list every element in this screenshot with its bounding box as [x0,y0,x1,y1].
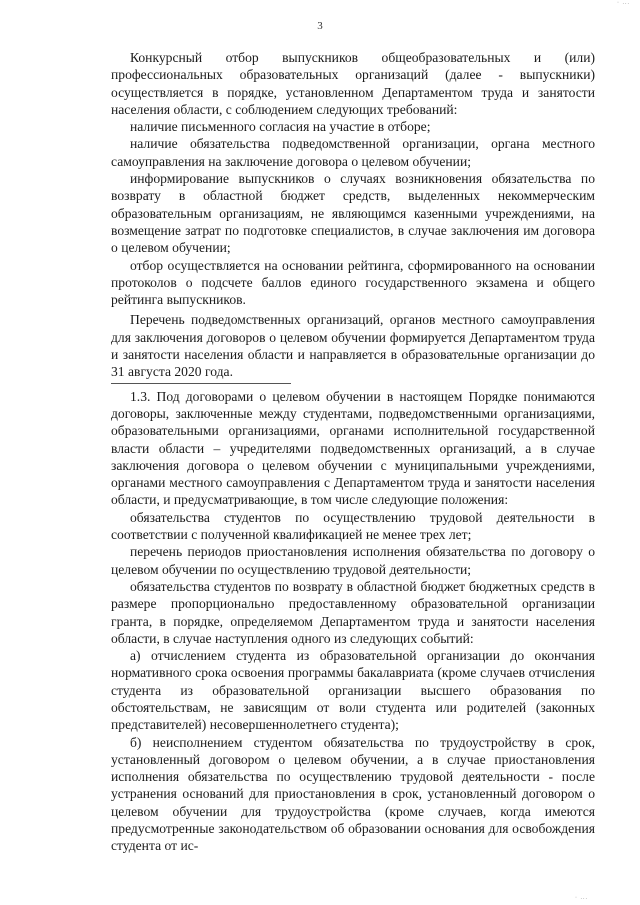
paragraph-selection-procedure: Конкурсный отбор выпускников общеобразовательных и (или) профессиональных образовательных организаций (далее - выпускники) осуществляется в порядке, установленном Департаментом труда и занятости населения области, с соблюдением следующих требований: [111,50,595,117]
corner-mark-top: · ... [617,0,630,6]
paragraph-refund-obligation: обязательства студентов по возврату в областной бюджет бюджетных средств в размере пропорционально предоставленному образовательной организации гранта, в порядке, определяемом Департаментом труда и занятости населения области, в случае наступления одного из следующих событий: [111,578,595,646]
paragraph-organization-list: Перечень подведомственных организаций, органов местного самоуправления для заключения договоров о целевом обучении формируется Департаментом труда и занятости населения области и направляется в образовательные организации до 31 августа 2020 года. [111,312,595,380]
paragraph-item-a-expulsion: а) отчислением студента из образовательной организации до окончания нормативного срока освоения программы бакалавриата (кроме случаев отчисления студента из образовательной организации высшего образования по обстоятельствам, не зависящим от воли студента или родителей (законных представителей) несовершеннолетнего студента); [111,648,595,733]
paragraph-suspension-periods: перечень периодов приостановления исполнения обязательства по договору о целевом обучении по осуществлению трудовой деятельности; [111,544,595,577]
paragraph-target-contracts: 1.3. Под договорами о целевом обучении в настоящем Порядке понимаются договоры, заключенные между студентами, подведомственными организациями, образовательными организациями, органами исполнительной государственной власти области – учредителями подведомственных организаций, а в случае заключения договора о целевом обучении с муниципальными учреждениями, органами местного самоуправления с Департаментом труда и занятости населения области, и предусматривающие, в том числе следующие положения: [111,388,595,508]
document-body [111,49,595,855]
paragraph-organization-obligation: наличие обязательства подведомственной организации, органа местного самоуправления на заключение договора о целевом обучении; [111,136,595,169]
underline-mark [111,383,291,384]
paragraph-item-b-employment: б) неисполнением студентом обязательства по трудоустройству в срок, установленный договором о целевом обучении, а в случае приостановления исполнения обязательства по осуществлению трудовой деятельности - после устранения оснований для приостановления в срок, установленный договором о целевом обучении для трудоустройства (кроме случаев, когда имеются предусмотренные законодательством об образовании основания для освобождения студента от ис- [111,734,595,854]
paragraph-rating-selection: отбор осуществляется на основании рейтинга, сформированного на основании протоколов о подсчете баллов единого государственного экзамена и общего рейтинга выпускников. [111,257,595,308]
paragraph-written-consent: наличие письменного согласия на участие в отборе; [130,119,431,135]
page-number: 3 [317,20,323,32]
paragraph-informing-graduates: информирование выпускников о случаях возникновения обязательства по возврату в областной бюджет средств, выделенных некоммерческим образовательным организациям, не являющимся казенными учреждениями, на возмещение затрат по подготовке специалистов, в случае заключения им договора о целевом обучении; [111,171,595,256]
paragraph-work-obligation: обязательства студентов по осуществлению трудовой деятельности в соответствии с полученной квалификацией не менее трех лет; [111,509,595,543]
corner-mark-bottom: · ... [575,895,588,901]
